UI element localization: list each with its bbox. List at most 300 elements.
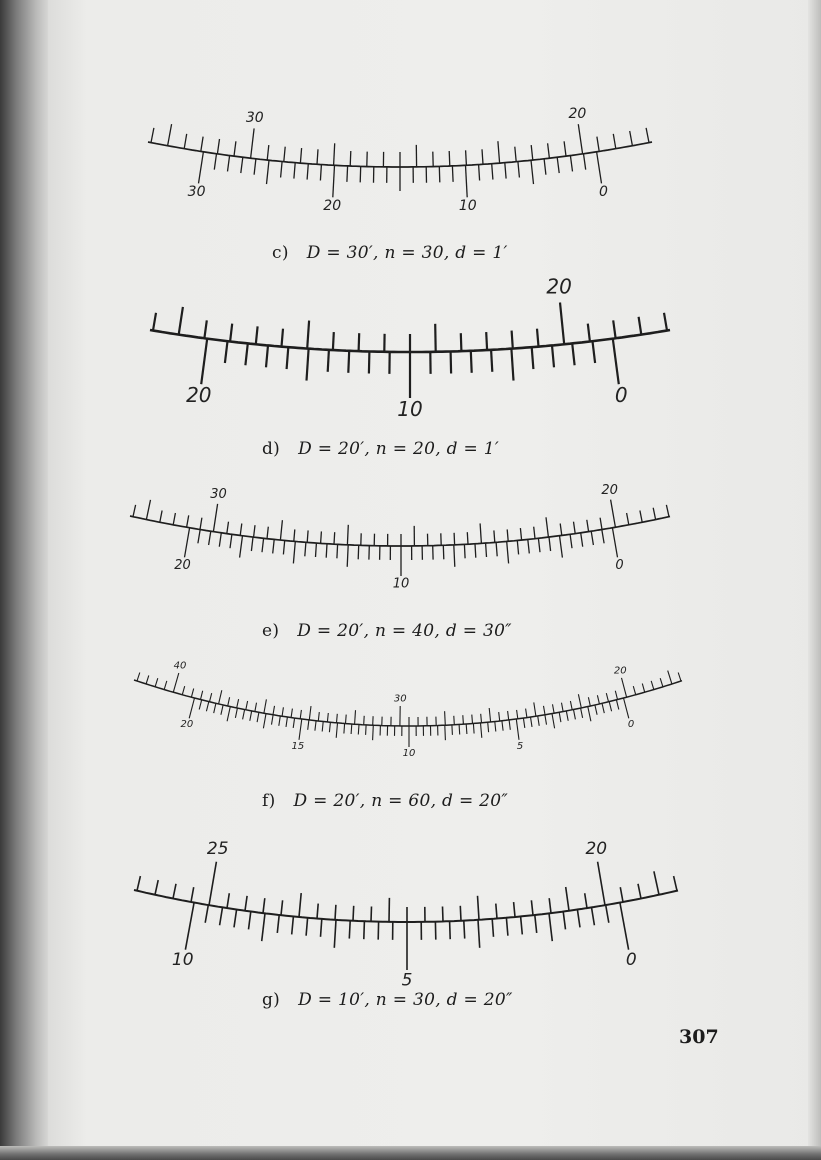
main-scale-tick [210, 693, 212, 702]
vernier-scale-tick [507, 541, 509, 563]
main-scale-tick [646, 128, 649, 143]
vernier-scale-tick [577, 910, 580, 928]
main-scale-label: 30 [245, 110, 264, 127]
vernier-scale-tick [451, 352, 452, 374]
vernier-scale-tick [351, 724, 352, 734]
vernier-scale-tick [591, 531, 593, 545]
main-scale-tick [548, 143, 550, 158]
main-scale-tick [300, 148, 301, 163]
main-scale-tick [191, 887, 194, 902]
main-scale-tick [534, 527, 535, 539]
main-scale-tick [531, 145, 533, 160]
main-scale-tick [350, 151, 351, 166]
vernier-scale-tick [241, 157, 243, 173]
main-scale-tick [449, 151, 450, 166]
vernier-scale-tick [560, 536, 563, 558]
main-scale-tick [333, 332, 334, 350]
vernier-scale-tick [549, 913, 552, 941]
vernier-scale-tick [557, 157, 559, 173]
main-scale-tick [633, 686, 635, 695]
vernier-scale-tick [521, 917, 523, 935]
main-scale-tick [359, 333, 360, 351]
vernier-scale-tick [266, 345, 268, 367]
vernier-scale-tick [328, 350, 329, 372]
main-scale-label: 30 [210, 487, 227, 503]
scale-arc [134, 890, 678, 922]
vernier-scale-tick [257, 712, 259, 722]
main-scale-tick [517, 710, 518, 719]
vernier-scale-tick [347, 545, 348, 567]
vernier-scale-tick [612, 528, 617, 558]
vernier-figure-f [134, 661, 682, 759]
main-scale-tick [578, 124, 582, 154]
main-scale-tick [486, 332, 487, 350]
vernier-scale-tick [243, 710, 245, 720]
main-scale-label: 20 [613, 665, 627, 677]
main-scale-tick [173, 673, 179, 692]
main-scale-tick [273, 706, 275, 715]
vernier-scale-tick [495, 722, 496, 732]
vernier-scale-tick [279, 716, 281, 726]
vernier-scale-tick [613, 339, 619, 385]
vernier-scale-tick [466, 724, 467, 734]
vernier-scale-tick [358, 725, 359, 735]
main-scale-tick [251, 128, 255, 158]
main-scale-tick [191, 689, 193, 698]
vernier-scale-tick [227, 707, 230, 722]
main-scale-tick [337, 714, 338, 723]
vernier-scale-tick [344, 724, 345, 734]
caption-label: f) [262, 791, 276, 811]
main-scale-tick [217, 139, 219, 154]
caption-label: e) [262, 621, 280, 641]
vernier-scale-tick [597, 152, 602, 184]
vernier-scale-tick [606, 905, 609, 923]
main-scale-tick [307, 321, 309, 349]
vernier-scale-tick [214, 154, 216, 170]
main-scale-tick [281, 900, 283, 915]
vernier-figure-d [150, 275, 670, 422]
caption-g [262, 990, 513, 1010]
main-scale-tick [514, 902, 515, 917]
main-scale-tick [267, 527, 268, 539]
main-scale-tick [597, 137, 599, 152]
vernier-scale-tick [531, 717, 533, 727]
caption-formula: D = 20′, n = 60, d = 20″ [293, 791, 509, 811]
vernier-scale-tick [250, 711, 252, 721]
vernier-scale-tick [209, 531, 211, 545]
main-scale-tick [228, 697, 230, 706]
vernier-scale-tick [473, 724, 474, 734]
main-scale-tick [173, 513, 175, 525]
main-scale-tick [467, 532, 468, 544]
main-scale-tick [160, 511, 162, 523]
main-scale-tick [219, 690, 222, 704]
main-scale-tick [534, 702, 536, 716]
vernier-scale-tick [273, 539, 275, 553]
vernier-scale-tick [566, 711, 568, 721]
vernier-scale-tick [602, 703, 604, 713]
main-scale-tick [256, 326, 258, 344]
main-scale-tick [187, 515, 189, 527]
vernier-scale-tick [347, 166, 348, 182]
vernier-scale-tick [293, 541, 295, 563]
main-scale-tick [321, 531, 322, 543]
vernier-scale-tick [452, 166, 453, 182]
main-scale-tick [263, 898, 265, 913]
main-scale-tick [155, 678, 158, 687]
vernier-scale-tick [481, 723, 482, 738]
vernier-scale-tick [439, 166, 440, 182]
vernier-scale-tick [464, 921, 465, 939]
main-scale-tick [627, 513, 629, 525]
main-scale-tick [461, 333, 462, 351]
main-scale-label: 30 [393, 693, 407, 705]
main-scale-tick [482, 149, 483, 164]
main-scale-tick [588, 697, 590, 706]
vernier-scale-tick [616, 700, 618, 710]
main-scale-tick [240, 524, 242, 536]
vernier-scale-tick [492, 164, 493, 180]
vernier-scale-tick [205, 905, 208, 923]
vernier-scale-tick [336, 723, 337, 738]
main-scale-tick [574, 522, 576, 534]
vernier-scale-tick [322, 722, 323, 732]
main-scale-tick [201, 137, 203, 152]
vernier-scale-label: 20 [180, 719, 194, 730]
main-scale-tick [335, 905, 336, 920]
vernier-scale-tick [185, 903, 194, 950]
main-scale-tick [664, 313, 667, 331]
main-scale-tick [642, 684, 644, 693]
main-scale-tick [600, 518, 602, 530]
main-scale-tick [318, 712, 319, 721]
vernier-scale-tick [486, 543, 487, 557]
vernier-scale-label: 20 [174, 557, 191, 573]
main-scale-tick [515, 147, 516, 162]
vernier-scale-tick [588, 707, 591, 722]
main-scale-tick [168, 124, 172, 146]
vernier-scale-tick [624, 698, 629, 718]
main-scale-tick [173, 884, 176, 899]
vernier-scale-tick [349, 921, 350, 939]
main-scale-tick [204, 320, 206, 338]
main-scale-tick [282, 707, 283, 716]
vernier-scale-tick [198, 530, 200, 544]
main-scale-tick [512, 331, 513, 349]
main-scale-tick [611, 500, 616, 528]
main-scale-tick [300, 710, 301, 719]
main-scale-tick [653, 508, 655, 520]
main-scale-tick [353, 906, 354, 921]
caption-label: g) [262, 990, 281, 1010]
vernier-scale-label: 0 [598, 183, 608, 200]
main-scale-tick [364, 716, 365, 725]
main-scale-label: 20 [568, 105, 587, 122]
vernier-scale-tick [454, 545, 455, 567]
vernier-scale-tick [329, 722, 330, 732]
vernier-scale-tick [307, 164, 308, 180]
vernier-scale-tick [620, 903, 629, 950]
main-scale-tick [481, 714, 482, 723]
main-scale-tick [151, 128, 154, 143]
vernier-scale-tick [592, 907, 595, 925]
vernier-scale-tick [443, 545, 444, 559]
vernier-scale-tick [452, 725, 453, 735]
vernier-scale-tick [348, 351, 349, 373]
vernier-scale-tick [518, 162, 520, 178]
caption-formula: D = 30′, n = 30, d = 1′ [306, 243, 508, 263]
main-scale-tick [622, 678, 627, 697]
vernier-scale-tick [199, 700, 202, 710]
main-scale-tick [371, 907, 372, 922]
vernier-scale-label: 10 [171, 949, 194, 970]
vernier-scale-tick [366, 725, 367, 735]
main-scale-tick [560, 524, 562, 536]
caption-d [262, 439, 499, 459]
main-scale-tick [587, 520, 589, 532]
main-scale-tick [560, 303, 564, 345]
vernier-scale-tick [235, 708, 237, 718]
main-scale-tick [660, 678, 663, 687]
vernier-scale-tick [475, 544, 476, 558]
main-scale-tick [598, 862, 605, 905]
main-scale-tick [553, 704, 555, 713]
main-scale-tick [651, 681, 654, 690]
vernier-scale-label: 15 [291, 740, 305, 752]
main-scale-tick [597, 695, 599, 704]
main-scale-tick [674, 876, 677, 891]
vernier-scale-label: 10 [397, 397, 423, 421]
main-scale-tick [640, 511, 642, 523]
vernier-scale-tick [316, 543, 317, 557]
main-scale-tick [570, 701, 572, 710]
vernier-scale-tick [277, 915, 279, 933]
caption-c [272, 243, 508, 263]
vernier-scale-tick [272, 715, 274, 725]
main-scale-tick [544, 706, 546, 715]
vernier-scale-tick [570, 534, 572, 548]
vernier-scale-tick [496, 542, 497, 556]
vernier-scale-tick [538, 538, 540, 552]
main-scale-tick [213, 504, 217, 532]
main-scale-tick [531, 900, 533, 915]
main-scale-tick [179, 307, 183, 335]
main-scale-tick [201, 691, 203, 700]
page-number: 307 [679, 1026, 719, 1048]
main-scale-tick [546, 517, 548, 537]
main-scale-tick [255, 703, 257, 712]
caption-formula: D = 20′, n = 40, d = 30″ [297, 621, 512, 641]
caption-e [262, 621, 512, 641]
main-scale-tick [209, 862, 216, 905]
vernier-scale-tick [294, 163, 295, 179]
vernier-scale-tick [552, 714, 555, 729]
main-scale-tick [615, 691, 617, 700]
vernier-scale-tick [299, 719, 302, 740]
vernier-scale-label: 0 [615, 557, 624, 573]
vernier-figure-g [134, 839, 678, 990]
main-scale-tick [146, 500, 150, 520]
vernier-scale-tick [531, 160, 534, 184]
vernier-scale-tick [249, 912, 251, 930]
main-scale-tick [460, 906, 461, 921]
vernier-scale-label: 20 [186, 383, 212, 408]
vernier-scale-tick [581, 533, 583, 547]
vernier-figure-c [148, 106, 652, 214]
vernier-scale-label: 20 [323, 197, 342, 214]
vernier-scale-tick [506, 918, 508, 936]
main-scale-tick [494, 530, 495, 542]
vernier-figure-e [130, 483, 670, 592]
vernier-scale-tick [502, 721, 503, 731]
main-scale-tick [317, 149, 318, 164]
main-scale-tick [184, 134, 187, 149]
main-scale-label: 40 [173, 660, 187, 672]
main-scale-tick [137, 876, 140, 891]
main-scale-tick [355, 710, 356, 724]
vernier-scale-tick [492, 919, 493, 937]
vernier-scale-tick [326, 544, 327, 558]
vernier-scale-tick [251, 537, 253, 551]
main-scale-tick [254, 525, 255, 537]
vernier-scale-tick [286, 717, 287, 727]
main-scale-tick [435, 324, 436, 352]
main-scale-tick [245, 896, 247, 911]
vernier-scale-tick [292, 917, 294, 935]
main-scale-tick [155, 880, 158, 895]
vernier-scale-tick [517, 541, 518, 555]
vernier-scale-tick [559, 712, 561, 722]
vernier-scale-tick [360, 166, 361, 182]
vernier-scale-tick [466, 165, 468, 197]
main-scale-tick [445, 711, 446, 725]
vernier-scale-tick [478, 920, 480, 948]
main-scale-tick [230, 324, 232, 342]
main-scale-tick [463, 715, 464, 724]
vernier-scale-tick [488, 722, 489, 732]
vernier-scale-label: 0 [614, 383, 628, 408]
main-scale-tick [454, 533, 455, 545]
vernier-scale-tick [581, 708, 583, 718]
vernier-scale-tick [206, 702, 208, 712]
main-scale-tick [478, 896, 480, 920]
main-scale-tick [182, 686, 184, 695]
vernier-scale-tick [225, 341, 228, 363]
main-scale-label: 25 [206, 839, 229, 860]
vernier-scale-tick [262, 538, 264, 552]
main-scale-tick [606, 693, 608, 702]
vernier-scale-label: 10 [392, 576, 410, 592]
vernier-scale-tick [552, 345, 554, 367]
vernier-scale-tick [369, 352, 370, 374]
vernier-scale-tick [230, 534, 232, 548]
main-scale-tick [227, 522, 229, 534]
main-scale-tick [498, 141, 500, 163]
vernier-scale-tick [584, 154, 586, 170]
vernier-scale-tick [240, 536, 243, 558]
vernier-scale-tick [523, 718, 524, 728]
main-scale-tick [200, 518, 202, 530]
vernier-scale-tick [609, 702, 611, 712]
vernier-scale-tick [334, 920, 336, 948]
vernier-scale-tick [459, 725, 460, 735]
main-scale-tick [620, 887, 623, 902]
main-scale-tick [585, 893, 587, 908]
main-scale-tick [294, 529, 295, 541]
vernier-scale-label: 10 [402, 748, 416, 759]
vernier-scale-tick [321, 919, 322, 937]
main-scale-tick [496, 904, 497, 919]
main-scale-tick [133, 505, 136, 517]
main-scale-tick [291, 709, 292, 718]
main-scale-tick [499, 712, 500, 721]
main-scale-tick [480, 523, 481, 543]
vernier-scale-label: 5 [516, 740, 524, 752]
vernier-scale-tick [373, 725, 374, 740]
main-scale-tick [638, 884, 641, 899]
vernier-scale-tick [234, 910, 237, 928]
vernier-scale-tick [254, 159, 256, 175]
main-scale-tick [347, 525, 348, 545]
main-scale-tick [137, 673, 140, 682]
main-scale-tick [267, 145, 269, 160]
main-scale-tick [164, 681, 167, 690]
main-scale-tick [346, 715, 347, 724]
main-scale-tick [153, 313, 156, 331]
vernier-scale-tick [358, 545, 359, 559]
vernier-scale-tick [595, 705, 597, 715]
vernier-scale-tick [491, 350, 492, 372]
vernier-scale-tick [305, 542, 306, 556]
main-scale-tick [588, 324, 590, 342]
caption-label: d) [262, 439, 281, 459]
vernier-scale-tick [545, 715, 547, 725]
vernier-scale-tick [333, 165, 335, 197]
main-scale-tick [562, 703, 564, 712]
vernier-scale-tick [511, 349, 513, 381]
vernier-scale-tick [570, 156, 572, 172]
vernier-scale-tick [220, 907, 223, 925]
vernier-scale-tick [563, 912, 565, 930]
vernier-scale-tick [281, 162, 283, 178]
vernier-scale-tick [267, 160, 270, 184]
main-scale-tick [678, 673, 681, 682]
caption-label: c) [272, 243, 289, 263]
main-scale-tick [299, 893, 301, 917]
main-scale-tick [508, 711, 509, 720]
vernier-scale-tick [538, 716, 540, 726]
main-scale-tick [526, 709, 527, 718]
vernier-scale-label: 30 [187, 183, 206, 200]
vernier-scale-tick [228, 156, 230, 172]
main-scale-tick [309, 706, 311, 720]
main-scale-tick [668, 671, 672, 684]
main-scale-tick [227, 893, 229, 908]
vernier-scale-tick [505, 163, 506, 179]
vernier-scale-tick [306, 918, 308, 936]
main-scale-tick [443, 907, 444, 922]
vernier-scale-tick [544, 159, 546, 175]
main-scale-tick [264, 699, 267, 713]
main-scale-tick [639, 317, 642, 335]
vernier-scale-tick [450, 921, 451, 939]
main-scale-tick [578, 694, 581, 708]
main-scale-tick [246, 701, 248, 710]
vernier-scale-tick [189, 698, 194, 718]
vernier-scale-label: 10 [458, 197, 477, 214]
vernier-scale-tick [287, 347, 289, 369]
